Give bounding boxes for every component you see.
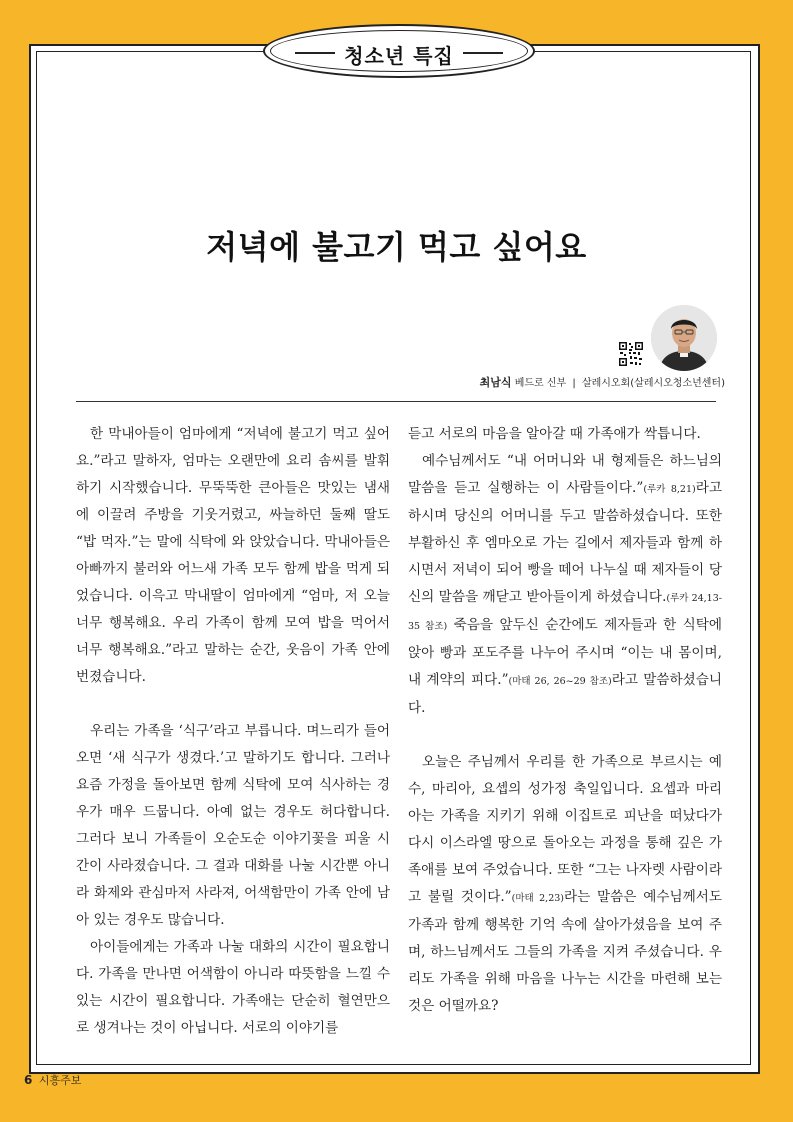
author-role: 베드로 신부 bbox=[514, 378, 567, 389]
right-p2-text-c: 죽음을 앞두신 순간에도 제자들과 한 식탁에 앉아 빵과 포도주를 나누어 주시며 “이는 내 몸이며, 내 계약의 피다.” bbox=[408, 617, 722, 688]
byline-separator: | bbox=[572, 378, 576, 389]
left-column bbox=[76, 421, 390, 1042]
qr-code-icon bbox=[618, 341, 644, 367]
left-paragraph-1: 한 막내아들이 엄마에게 “저녁에 불고기 먹고 싶어요.”라고 말하자, 엄마는 오랜만에 요리 솜씨를 발휘하기 시작했습니다. 무뚝뚝한 큰아들은 맛있는 냄새에 이끌려 주방을 기웃거렸고, 싸늘하던 둘째 딸도 “밥 먹자.”는 말에 식탁에 와 앉았습니다. 막내아들은 아빠까지 불러와 어느새 가족 모두 함께 밥을 먹게 되었습니다. 이윽고 막내딸이 엄마에게 “엄마, 저 오늘 너무 행복해요. 우리 가족이 함께 모여 밥을 먹어서 너무 행복해요.”라고 말하는 순간, 웃음이 가족 안에 번졌습니다. bbox=[76, 426, 390, 685]
right-p2-text-a: 예수님께서도 “내 어머니와 내 형제들은 하느님의 말씀을 듣고 실행하는 이 사람들이다.” bbox=[408, 453, 722, 496]
section-badge bbox=[263, 24, 535, 78]
left-paragraph-3: 아이들에게는 가족과 나눌 대화의 시간이 필요합니다. 가족을 만나면 어색함이 아니라 따뜻함을 느낄 수 있는 시간이 필요합니다. 가족애는 단순히 혈연만으로 생겨나는 것이 아닙니다. 서로의 이야기를 bbox=[76, 939, 390, 1036]
right-column bbox=[408, 421, 722, 1020]
right-p3-text-a: 오늘은 주님께서 우리를 한 가족으로 부르시는 예수, 마리아, 요셉의 성가정 축일입니다. 요셉과 마리아는 가족을 지키기 위해 이집트로 피난을 떠났다가 다시 이스라엘 땅으로 돌아오는 과정을 통해 깊은 가족애를 보여 주었습니다. 또한 “그는 나자렛 사람이라고 불릴 것이다.” bbox=[408, 754, 722, 905]
scripture-ref-luke-8: (루카 8,21) bbox=[643, 484, 696, 495]
right-paragraph-3 bbox=[408, 749, 722, 1020]
right-paragraph-1: 듣고 서로의 마음을 알아갈 때 가족애가 싹틉니다. bbox=[408, 426, 701, 442]
publication-name: 시흥주보 bbox=[38, 1074, 82, 1087]
scripture-ref-matthew-2: (마태 2,23) bbox=[511, 893, 564, 904]
page-footer bbox=[24, 1072, 81, 1088]
author-organization: 살레시오회(살레시오청소년센터) bbox=[581, 378, 725, 389]
right-p2-text-b: 라고 하시며 당신의 어머니를 두고 말씀하셨습니다. 또한 부활하신 후 엠마오로 가는 길에서 제자들과 함께 하시면서 저녁이 되어 빵을 떼어 나누실 때 제자들이 당신의 말씀을 깨닫고 받아들이게 하셨습니다. bbox=[408, 480, 722, 605]
author-photo bbox=[651, 305, 717, 371]
right-paragraph-2 bbox=[408, 448, 722, 722]
author-name: 최남식 bbox=[479, 376, 512, 389]
author-byline bbox=[480, 374, 725, 390]
right-p3-text-b: 라는 말씀은 예수님께서도 가족과 함께 행복한 기억 속에 살아가셨음을 보여 주며, 하느님께서도 그들의 가족을 지켜 주셨습니다. 우리도 가족을 위해 마음을 나누는 시간을 마련해 보는 것은 어떨까요? bbox=[408, 889, 722, 1014]
article-title: 저녁에 불고기 먹고 싶어요 bbox=[206, 228, 587, 266]
left-paragraph-2: 우리는 가족을 ‘식구’라고 부릅니다. 며느리가 들어오면 ‘새 식구가 생겼다.’고 말하기도 합니다. 그러나 요즘 가정을 돌아보면 함께 식탁에 모여 식사하는 경우가 매우 드뭅니다. 아예 없는 경우도 허다합니다. 그러다 보니 가족들이 오순도순 이야기꽃을 피울 시간이 사라졌습니다. 그 결과 대화를 나눌 시간뿐 아니라 화제와 관심마저 사라져, 어색함만이 가족 안에 남아 있는 경우도 많습니다. bbox=[76, 723, 390, 928]
header-rule bbox=[76, 401, 716, 402]
section-badge-label: 청소년 특집 bbox=[344, 44, 454, 68]
page-number: 6 bbox=[24, 1073, 33, 1087]
scripture-ref-matthew-26: (마태 26, 26~29 참조) bbox=[508, 676, 612, 687]
scripture-ref-luke-24: (루카 24,13-35 참조) bbox=[408, 593, 722, 632]
right-p2-text-d: 라고 말씀하셨습니다. bbox=[408, 672, 722, 716]
